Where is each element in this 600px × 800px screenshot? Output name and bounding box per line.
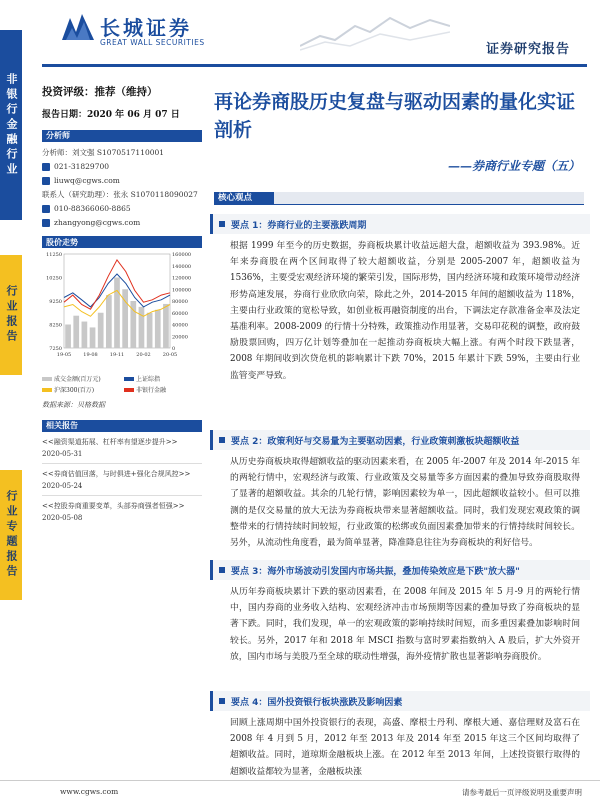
chart-title: 股价走势	[42, 236, 202, 248]
related-report-date: 2020-05-24	[42, 482, 83, 490]
related-reports-title: 相关报告	[42, 420, 202, 432]
report-date: 报告日期：2020 年 06 月 07 日	[42, 110, 180, 120]
bullet-square-icon	[219, 437, 225, 443]
contact-email[interactable]: zhangyong@cgws.com	[42, 216, 202, 230]
volume-bar	[106, 295, 112, 348]
side-tab-report: 行业报告	[0, 255, 22, 375]
y-tick-label-right: 80000	[172, 299, 188, 305]
analyst-line: 分析师：刘文强 S1070517110001	[42, 148, 165, 157]
y-tick-label-left: 11250	[46, 252, 62, 258]
analyst-info	[42, 146, 202, 230]
related-reports-list	[42, 436, 202, 524]
y-tick-label-right: 0	[172, 346, 176, 352]
report-subtitle: ——券商行业专题（五）	[447, 159, 580, 173]
x-tick-label: 19-08	[83, 352, 98, 358]
x-tick-label: 20-02	[136, 352, 151, 358]
bullet-square-icon	[219, 567, 225, 573]
logo-text-cn: 长城证券	[100, 16, 192, 40]
key-point-body: 从历史券商板块取得超额收益的驱动因素来看，在 2005 年-2007 年及 2014 年-2015 年的两轮行情中，宏观经济与政策、行业政策及交易量等多方面因素的叠加导致券商股取得了显著的超额收益。其余的几轮行情，影响因素较为单一，因此超额收益较小。但可以推测的是仅交易量的放大无法为券商板块带来显著超额收益。同时，我们发现宏观政策的调整带来的行情持续时间较短，行业政策的松绑或负面因素叠加带来的行情持续时间较长。另外，从流动性角度看，最为简单显著，降准降息往往为券商板块的利好信号。	[230, 457, 580, 549]
y-tick-label-left: 9250	[49, 299, 62, 305]
key-point-1	[210, 214, 590, 384]
analyst-email[interactable]: liuwq@cgws.com	[42, 174, 202, 188]
key-point-body: 根据 1999 年至今的历史数据，券商板块累计收益远超大盘，超额收益为 393.98%。近年来券商股在两个区间取得了较大超额收益，分别是 2005-2007 年，超额收益为 1536%，主要受宏观经济环境的繁荣引发，国际形势，国内经济环境和政策环境带动经济形势高速发展，券商行业欣欣向荣，除此之外，2014-2015 年间的超额收益为 118%，主要由行业政策的宽松导致，如创业板再融资制度的出台，下调法定存款准备金率及法定基准利率。2008-2009 的行情十分特殊，政策推动作用显著，交易印花税的调整，政府鼓励股票回购，四万亿计划等叠加在一起推动券商板块大幅上涨。有两个时段下跌显著，2008 年期间收到次贷危机的影响累计下跌 70%，2015 年累计下跌 59%，主要由行业监管变严导致。	[230, 241, 580, 381]
volume-bar	[163, 304, 169, 348]
y-tick-label-left: 7250	[49, 346, 62, 352]
related-report-link[interactable]: <<融资渠道拓展、杠杆率有望逐步提升>>	[42, 438, 178, 446]
y-tick-label-left: 10250	[46, 275, 62, 282]
y-tick-label-right: 160000	[172, 252, 192, 258]
investment-rating: 投资评级：推荐（维持）	[42, 86, 158, 98]
page-header	[0, 0, 600, 72]
key-point-heading: 要点 3：海外市场波动引发国内市场共振，叠加传染效应是下跌"放大器"	[210, 560, 590, 580]
volume-bar	[155, 310, 161, 348]
bullet-square-icon	[219, 698, 225, 704]
chart-source: 数据来源：贝格数据	[42, 401, 105, 409]
y-tick-label-right: 60000	[172, 310, 188, 317]
analyst-phone: 021-31829700	[42, 160, 202, 174]
left-sidebar	[42, 84, 202, 524]
x-tick-label: 20-05	[162, 352, 178, 358]
page-footer	[0, 780, 600, 800]
report-type: 证券研究报告	[485, 42, 570, 57]
key-point-2	[210, 430, 590, 551]
legend-item: 沪深300(百万)	[42, 385, 120, 394]
volume-bar	[139, 307, 145, 348]
key-point-body: 从历年券商板块累计下跌的驱动因素看，在 2008 年间及 2015 年 5 月-9 月的两轮行情中，国内券商的业务收入结构、宏观经济冲击市场预期等因素的叠加导致了券商板块的显著下跌。同时，我们发现，单一的宏观政策的影响持续时间短，而多重因素叠加影响时间较长。另外，2017 年和 2018 年 MSCI 指数与富时罗素指数纳入 A 股后，扩大外资开放，国内市场与美股乃至全球的联动性增强，海外疫情扩散也显著影响券商股价。	[230, 587, 580, 662]
y-tick-label-right: 120000	[172, 275, 192, 282]
bullet-square-icon	[219, 221, 225, 227]
side-tab-industry: 非银行金融行业	[0, 30, 22, 220]
related-report-link[interactable]: <<券商估值回落，与时俱进+强化合规风控>>	[42, 470, 191, 478]
key-point-heading: 要点 1：券商行业的主要涨跌周期	[210, 214, 590, 234]
volume-bar	[114, 278, 120, 349]
volume-bar	[147, 313, 153, 348]
related-report-link[interactable]: <<控股券商重要变革，头部券商强者恒强>>	[42, 502, 185, 510]
volume-bar	[73, 316, 79, 348]
header-divider	[42, 64, 587, 67]
key-point-3	[210, 560, 590, 665]
footer-website[interactable]: www.cgws.com	[60, 787, 119, 796]
volume-bar	[98, 313, 104, 348]
stock-price-chart	[42, 248, 202, 368]
contact-phone: 010-88366060-8865	[42, 202, 202, 216]
analyst-section-title: 分析师	[42, 130, 202, 142]
key-point-heading: 要点 2：政策利好与交易量为主要驱动因素，行业政策刺激板块超额收益	[210, 430, 590, 450]
great-wall-image	[300, 6, 450, 51]
y-tick-label-right: 140000	[172, 263, 192, 270]
related-report-date: 2020-05-08	[42, 514, 83, 522]
related-report-date: 2020-05-31	[42, 450, 83, 458]
volume-bar	[65, 325, 71, 349]
y-tick-label-right: 20000	[172, 334, 188, 341]
legend-item: 上证综指	[124, 374, 202, 383]
y-tick-label-right: 100000	[172, 287, 192, 294]
core-view-label: 核心观点	[214, 192, 274, 205]
volume-bar	[82, 322, 88, 348]
x-tick-label: 19-11	[109, 352, 125, 358]
key-point-4	[210, 691, 590, 780]
contact-line: 联系人（研究助理）：张永 S1070118090027	[42, 190, 198, 199]
footer-disclaimer: 请参考最后一页评级说明及重要声明	[462, 788, 582, 797]
volume-bar	[90, 327, 96, 348]
logo-mark-icon	[60, 10, 96, 46]
chart-legend	[42, 374, 202, 394]
phone-icon	[42, 163, 50, 171]
key-point-heading: 要点 4：国外投资银行板块涨跌及影响因素	[210, 691, 590, 711]
report-title: 再论券商股历史复盘与驱动因素的量化实证剖析	[214, 91, 576, 141]
email-icon	[42, 177, 50, 185]
divider	[42, 495, 202, 496]
y-tick-label-right: 40000	[172, 322, 188, 329]
y-tick-label-left: 8250	[49, 322, 62, 329]
x-tick-label: 19-05	[56, 352, 72, 358]
email-icon	[42, 219, 50, 227]
phone-icon	[42, 205, 50, 213]
divider	[42, 463, 202, 464]
logo-text-en: GREAT WALL SECURITIES	[100, 38, 205, 47]
legend-item: 成交金额(百万元)	[42, 374, 120, 383]
key-point-body: 回顾上涨周期中国外投资银行的表现，高盛、摩根士丹利、摩根大通、嘉信理财及富石在 2008 年 4 月到 5 月，2012 年至 2013 年及 2014 年至 2015 年这三个区间均取得了超额收益。同时，道琼斯金融板块上涨。在 2012 年至 2013 年间，上述投资银行取得的超额收益都较为显著，金融板块涨	[230, 718, 580, 777]
side-tab-special-report: 行业专题报告	[0, 470, 22, 600]
company-logo	[60, 10, 250, 58]
legend-item: 非银行金融	[124, 385, 202, 394]
stock-chart	[42, 236, 202, 410]
